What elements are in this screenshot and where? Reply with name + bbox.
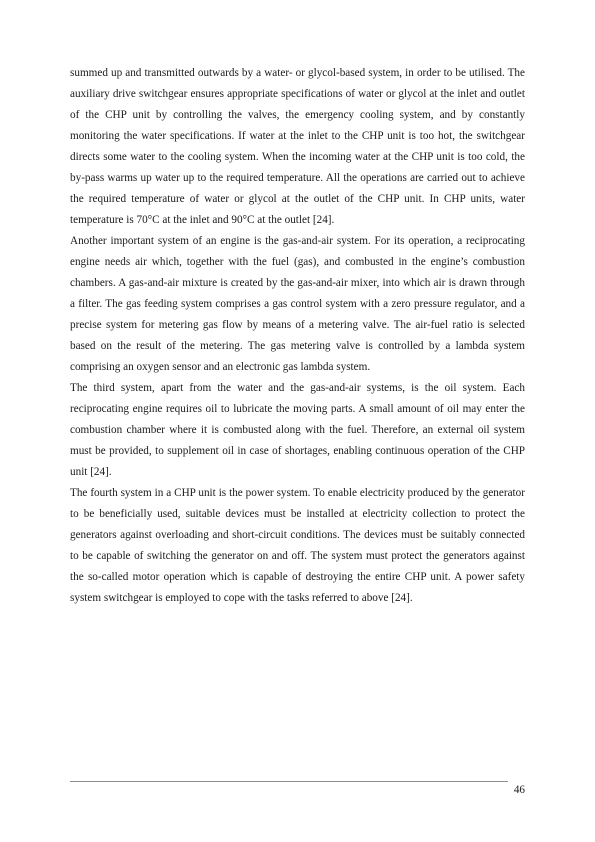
paragraph-water-system: summed up and transmitted outwards by a water- or glycol-based system, in order to be utilised. The auxiliary drive switchgear ensures appropriate specifications of water or glycol at the inlet and outlet of the CHP unit by controlling the valves, the emergency cooling system, and by constantly monitoring the water specifications. If water at the inlet to the CHP unit is too hot, the switchgear directs some water to the cooling system. When the incoming water at the CHP unit is too cold, the by-pass warms up water up to the required temperature. All the operations are carried out to achieve the required temperature of water or glycol at the outlet of the CHP unit. In CHP units, water temperature is 70°C at the inlet and 90°C at the outlet [24]. — [70, 67, 525, 226]
paragraph-power-system: The fourth system in a CHP unit is the power system. To enable electricity produced by the generator to be beneficially used, suitable devices must be installed at electricity collection to protect the generators against overloading and short-circuit conditions. The devices must be suitably connected to be capable of switching the generator on and off. The system must protect the generators against the so-called motor operation which is capable of destroying the entire CHP unit. A power safety system switchgear is employed to cope with the tasks referred to above [24]. — [70, 487, 525, 604]
paragraph-oil-system: The third system, apart from the water and the gas-and-air systems, is the oil system. Each reciprocating engine requires oil to lubricate the moving parts. A small amount of oil may enter the combustion chamber where it is combusted along with the fuel. Therefore, an external oil system must be provided, to supplement oil in case of shortages, enabling continuous operation of the CHP unit [24]. — [70, 382, 525, 478]
paragraph-gas-air-system: Another important system of an engine is the gas-and-air system. For its operation, a reciprocating engine needs air which, together with the fuel (gas), and combusted in the engine’s combustion chambers. A gas-and-air mixture is created by the gas-and-air mixer, into which air is drawn through a filter. The gas feeding system comprises a gas control system with a zero pressure regulator, and a precise system for metering gas flow by means of a metering valve. The air-fuel ratio is selected based on the result of the metering. The gas metering valve is controlled by a lambda system comprising an oxygen sensor and an electronic gas lambda system. — [70, 235, 525, 373]
page-body — [70, 63, 525, 609]
page-number: 46 — [513, 784, 525, 796]
footer-divider — [70, 781, 508, 782]
